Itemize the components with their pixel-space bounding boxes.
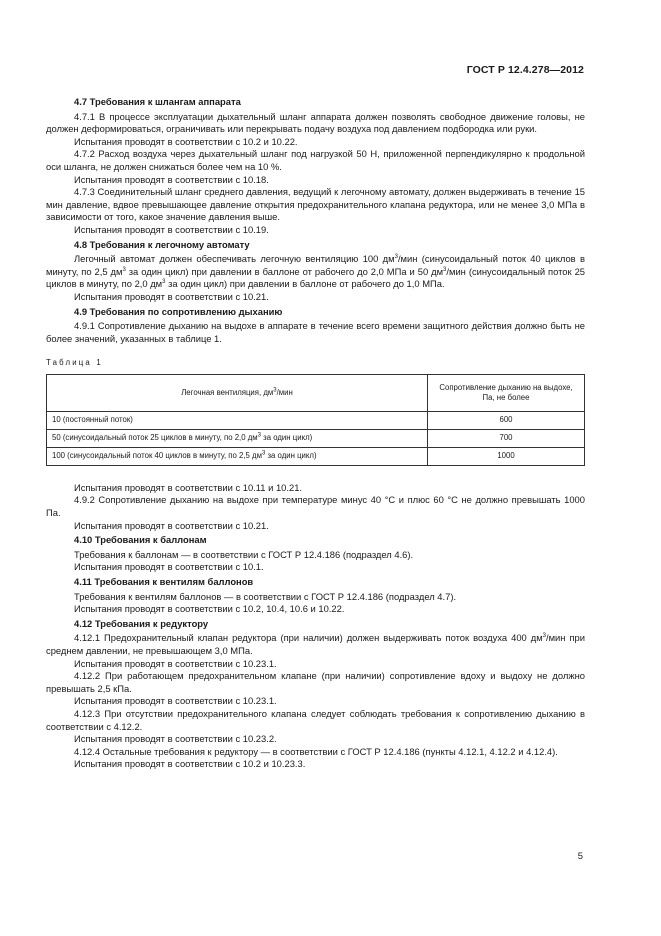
table-header-ventilation: Легочная вентиляция, $дм^3$/мин (47, 374, 428, 411)
table-cell-resistance: 600 (428, 411, 585, 429)
page-content (46, 94, 585, 771)
table-cell-ventilation: 50 (синусоидальный поток 25 циклов в минуту, по 2,0 $дм^3$ за один цикл) (47, 429, 428, 447)
table-cell-resistance: 1000 (428, 447, 585, 465)
test-reference: Испытания проводят в соответствии с 10.18. (74, 173, 269, 185)
paragraph-4-12-3: 4.12.3 При отсутствии предохранительного клапана следует соблюдать требования к сопротивлению дыханию в соответствии с 4.12.2. (46, 707, 585, 732)
test-reference: Испытания проводят в соответствии с 10.2 и 10.23.3. (74, 758, 306, 770)
paragraph-4-10: Требования к баллонам — в соответствии с ГОСТ Р 12.4.186 (подраздел 4.6). (74, 548, 414, 560)
test-reference: Испытания проводят в соответствии с 10.23.1. (74, 695, 277, 707)
page-number: 5 (577, 850, 583, 861)
paragraph-4-7-3: 4.7.3 Соединительный шланг среднего давления, ведущий к легочному автомату, должен выдерживать в течение 15 мин давление, вдвое превышающее давление открытия предохранительного клапана редуктора, или не менее 3,0 МПа в зависимости от того, какое значение давления выше. (46, 186, 585, 223)
test-reference: Испытания проводят в соответствии с 10.11 и 10.21. (74, 481, 303, 493)
test-reference: Испытания проводят в соответствии с 10.23.1. (74, 657, 277, 669)
test-reference: Испытания проводят в соответствии с 10.21. (74, 519, 269, 531)
paragraph-4-9-1: 4.9.1 Сопротивление дыханию на выдохе в аппарате в течение всего времени защитного действия должно быть не более значений, указанных в таблице 1. (46, 320, 585, 344)
section-heading-4-11: 4.11 Требования к вентилям баллонов (74, 576, 254, 588)
table-row (47, 411, 585, 429)
section-heading-4-9: 4.9 Требования по сопротивлению дыханию (74, 305, 283, 317)
test-reference: Испытания проводят в соответствии с 10.1. (74, 561, 264, 573)
table-cell-ventilation: 10 (постоянный поток) (47, 411, 428, 429)
paragraph-4-12-2: 4.12.2 При работающем предохранительном клапане (при наличии) сопротивление вдоху и выдоху не должно превышать 2,5 кПа. (46, 670, 585, 694)
section-heading-4-12: 4.12 Требования к редуктору (74, 617, 209, 629)
test-reference: Испытания проводят в соответствии с 10.2 и 10.22. (74, 135, 298, 147)
paragraph-4-12-4: 4.12.4 Остальные требования к редуктору — в соответствии с ГОСТ Р 12.4.186 (пункты 4.12.1, 4.12.2 и 4.12.4). (74, 745, 558, 757)
test-reference: Испытания проводят в соответствии с 10.2, 10.4, 10.6 и 10.22. (74, 603, 345, 615)
table-header-resistance: Сопротивление дыханию на выдохе, Па, не более (428, 374, 585, 411)
section-heading-4-8: 4.8 Требования к легочному автомату (74, 238, 250, 250)
table-row (47, 429, 585, 447)
table-cell-resistance: 700 (428, 429, 585, 447)
document-header: ГОСТ Р 12.4.278—2012 (466, 64, 584, 76)
table-row (47, 447, 585, 465)
paragraph-4-9-2: 4.9.2 Сопротивление дыханию на выдохе при температуре минус 40 °С и плюс 60 °С не должно превышать 1000 Па. (46, 494, 585, 519)
section-heading-4-7: 4.7 Требования к шлангам аппарата (74, 96, 241, 107)
test-reference: Испытания проводят в соответствии с 10.23.2. (74, 733, 277, 745)
test-reference: Испытания проводят в соответствии с 10.19. (74, 223, 269, 235)
table-1 (46, 374, 585, 466)
paragraph-4-7-1: 4.7.1 В процессе эксплуатации дыхательный шланг аппарата должен позволять свободное движение головы, не должен деформироваться, ограничивать или перекрывать подачу воздуха под давлением подбородка или руки. (46, 110, 585, 135)
table-caption: Таблица 1 (46, 358, 103, 368)
table-cell-ventilation: 100 (синусоидальный поток 40 циклов в минуту, по 2,5 $дм^3$ за один цикл) (47, 447, 428, 465)
test-reference: Испытания проводят в соответствии с 10.21. (74, 290, 269, 302)
paragraph-4-7-2: 4.7.2 Расход воздуха через дыхательный шланг под нагрузкой 50 Н, приложенной перпендикулярно к продольной оси шланга, не должен снижаться более чем на 10 %. (46, 148, 585, 172)
section-heading-4-10: 4.10 Требования к баллонам (74, 534, 207, 546)
paragraph-4-8: Легочный автомат должен обеспечивать легочную вентиляцию 100 $дм^3$/мин (синусоидальный поток 40 циклов в минуту, по 2,5 $дм^3$ за один цикл) при давлении в баллоне от рабочего до 2,0 МПа и 50 $дм^3$/мин (синусоидальный поток 25 циклов в минуту, по 2,0 $дм^3$ за один цикл) при давлении в баллоне от рабочего до 1,0 МПа. (46, 253, 585, 290)
paragraph-4-12-1: 4.12.1 Предохранительный клапан редуктора (при наличии) должен выдерживать поток воздуха 400 $дм^3$/мин при среднем давлении, не превышающем 3,0 МПа. (46, 632, 585, 656)
paragraph-4-11: Требования к вентилям баллонов — в соответствии с ГОСТ Р 12.4.186 (подраздел 4.7). (74, 590, 457, 602)
